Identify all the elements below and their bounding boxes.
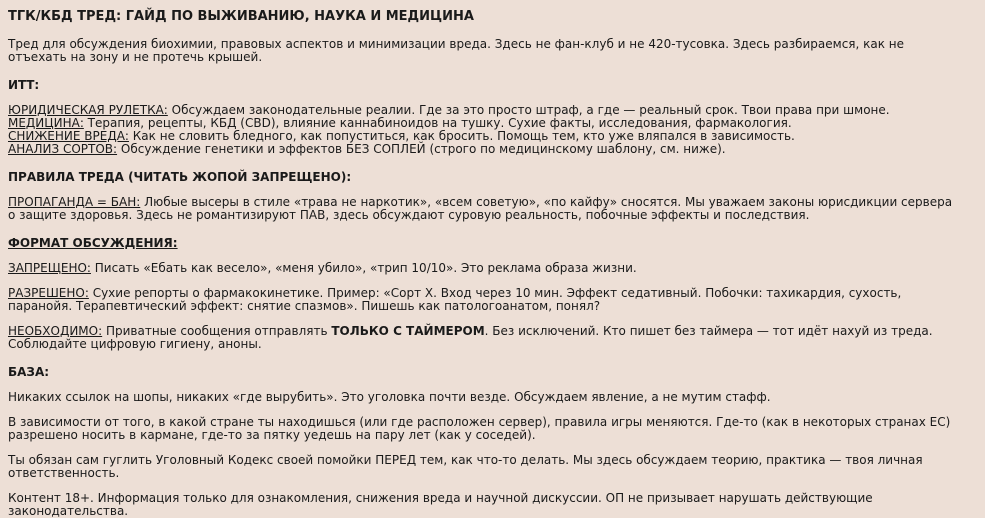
intro-paragraph: Тред для обсуждения биохимии, правовых аспектов и минимизации вреда. Здесь не фан-клуб и не 420-тусовка. Здесь разбираемся, как не отъехать на зону и не протечь крышей.: [8, 37, 905, 64]
rule-propaganda-label: ПРОПАГАНДА = БАН:: [8, 195, 141, 209]
format-required-label: НЕОБХОДИМО:: [8, 324, 103, 338]
base-heading: БАЗА:: [8, 365, 50, 379]
thread-title: ТГК/КБД ТРЕД: ГАЙД ПО ВЫЖИВАНИЮ, НАУКА И МЕДИЦИНА: [8, 9, 474, 24]
itt-item-strain-analysis-text: Обсуждение генетики и эффектов БЕЗ СОПЛЕЙ (строго по медицинскому шаблону, см. ниже).: [117, 142, 726, 156]
format-forbidden-paragraph: [8, 262, 961, 275]
base-paragraph-criminal-code: Ты обязан сам гуглить Уголовный Кодекс своей помойки ПЕРЕД тем, как что-то делать. Мы здесь обсуждаем теорию, практика — твоя личная ответственность.: [8, 453, 923, 480]
format-allowed-paragraph: [8, 287, 961, 313]
format-heading: ФОРМАТ ОБСУЖДЕНИЯ:: [8, 236, 178, 250]
itt-list: [8, 104, 961, 156]
itt-heading: ИТТ:: [8, 78, 40, 92]
base-paragraph-disclaimer: Контент 18+. Информация только для ознакомления, снижения вреда и научной дискуссии. ОП не призывает нарушать действующие законодательства.: [8, 491, 873, 518]
format-forbidden-label: ЗАПРЕЩЕНО:: [8, 261, 91, 275]
rule-propaganda-text: Любые высеры в стиле «трава не наркотик», «всем советую», «по кайфу» сносятся. Мы уважаем законы юрисдикции сервера о защите здоровья. Здесь не романтизируют ПАВ, здесь обсуждают суровую реальность, побочные эффекты и последствия.: [8, 195, 953, 222]
itt-item-medicine-label: МЕДИЦИНА:: [8, 116, 84, 130]
base-paragraph-jurisdiction: В зависимости от того, в какой стране ты находишься (или где расположен сервер), правила игры меняются. Где-то (как в некоторых странах ЕС) разрешено носить в кармане, где-то за пятку уедешь на пару лет (как у соседей).: [8, 415, 951, 442]
rules-heading: ПРАВИЛА ТРЕДА (ЧИТАТЬ ЖОПОЙ ЗАПРЕЩЕНО):: [8, 170, 352, 184]
format-required-bold-text: ТОЛЬКО С ТАЙМЕРОМ: [331, 324, 485, 338]
itt-item-harm-reduction-text: Как не словить бледного, как попуститься, как бросить. Помощь тем, кто уже вляпался в зависимость.: [128, 129, 795, 143]
itt-item-legal-text: Обсуждаем законодательные реалии. Где за это просто штраф, а где — реальный срок. Твои права при шмоне.: [167, 103, 890, 117]
rule-propaganda-paragraph: [8, 196, 961, 222]
format-required-text-after: . Без исключений. Кто пишет без таймера — тот идёт нахуй из треда. Соблюдайте цифровую гигиену, аноны.: [8, 324, 933, 351]
itt-item-legal-label: ЮРИДИЧЕСКАЯ РУЛЕТКА:: [8, 103, 168, 117]
itt-item-strain-analysis: [8, 143, 961, 156]
format-required-text-before: Приватные сообщения отправлять: [102, 324, 332, 338]
itt-item-harm-reduction-label: СНИЖЕНИЕ ВРЕДА:: [8, 129, 129, 143]
format-forbidden-text: Писать «Ебать как весело», «меня убило», «трип 10/10». Это реклама образа жизни.: [90, 261, 637, 275]
format-allowed-label: РАЗРЕШЕНО:: [8, 286, 89, 300]
itt-item-medicine-text: Терапия, рецепты, КБД (CBD), влияние каннабиноидов на тушку. Сухие факты, исследования, фармакология.: [83, 116, 792, 130]
format-required-paragraph: [8, 325, 961, 351]
base-paragraph-no-shops: Никаких ссылок на шопы, никаких «где вырубить». Это уголовка почти везде. Обсуждаем явление, а не мутим стафф.: [8, 390, 771, 404]
format-allowed-text: Сухие репорты о фармакокинетике. Пример: «Сорт X. Вход через 10 мин. Эффект седативный. Побочки: тахикардия, сухость, паранойя. Терапевтический эффект: снятие спазмов». Пишешь как патологоанатом, понял?: [8, 286, 902, 313]
itt-item-strain-analysis-label: АНАЛИЗ СОРТОВ:: [8, 142, 118, 156]
